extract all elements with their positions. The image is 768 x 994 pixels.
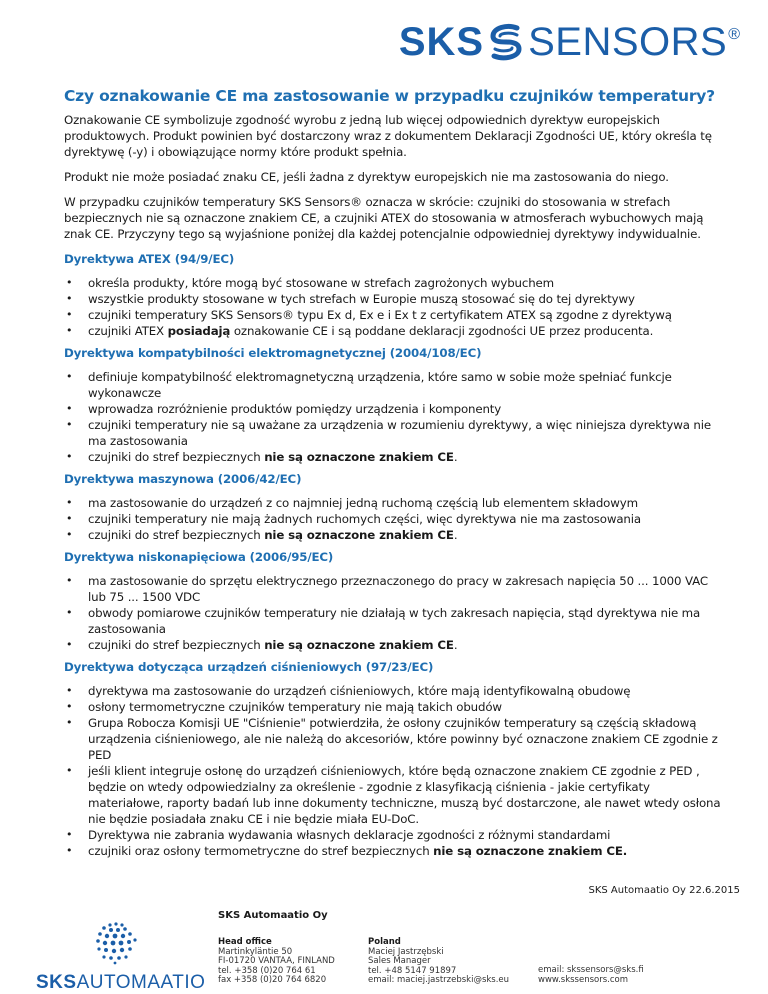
list-item: • ma zastosowanie do urządzeń z co najmniej jedną ruchomą częścią lub elementem składowym [64, 495, 724, 511]
footer-head-office-heading: Head office [218, 937, 272, 947]
intro-paragraph-1: Oznakowanie CE symbolizuje zgodność wyrobu z jedną lub więcej odpowiednich dyrektyw europejskich produktowych. Produkt powinien być dostarczony wraz z dokumentem Deklaracji Zgodności UE, który określa tę dyrektywę (-y) i obowiązujące normy które produkt spełnia. [64, 113, 712, 159]
item-emphasis: nie są oznaczone znakiem CE [264, 638, 454, 652]
list-item: • definiuje kompatybilność elektromagnetyczną urządzenia, które samo w sobie może spełniać funkcje wykonawcze [64, 369, 724, 401]
section-heading-low-voltage: Dyrektywa niskonapięciowa (2006/95/EC) [64, 550, 334, 564]
item-text: czujniki do stref bezpiecznych [88, 638, 265, 652]
page-title: Czy oznakowanie CE ma zastosowanie w przypadku czujników temperatury? [64, 87, 715, 105]
list-item: • Dyrektywa nie zabrania wydawania własnych deklaracje zgodności z różnymi standardami [64, 827, 724, 843]
item-emphasis: nie są oznaczone znakiem CE [264, 450, 454, 464]
list-item: • Grupa Robocza Komisji UE "Ciśnienie" potwierdziła, że osłony czujników temperatury są częścią składową urządzenia ciśnieniowego, ale nie należą do akcesoriów, które powinny być oznaczone znakiem CE zgodnie z PED [64, 715, 724, 763]
list-item: • dyrektywa ma zastosowanie do urządzeń ciśnieniowych, które mają identyfikowalną obudowę [64, 683, 724, 699]
item-text: oznakowanie CE i są poddane deklaracji zgodności UE przez producenta. [230, 324, 654, 338]
logo-product: SENSORS [528, 20, 728, 64]
footer-line: email: maciej.jastrzebski@sks.eu [368, 975, 510, 985]
list-pressure [64, 683, 724, 859]
footer-line: Maciej Jastrzębski [368, 946, 444, 957]
list-item: • określa produkty, które mogą być stosowane w strefach zagrożonych wybuchem [64, 275, 724, 291]
footer-logo-text [36, 972, 205, 994]
footer-line: fax +358 (0)20 764 6820 [218, 975, 327, 985]
list-item: • obwody pomiarowe czujników temperatury nie działają w tych zakresach napięcia, stąd dyrektywa nie ma zastosowania [64, 605, 724, 637]
list-item [64, 637, 724, 653]
footer-head-office [218, 938, 335, 986]
list-item: • czujniki temperatury nie mają żadnych ruchomych części, więc dyrektywa nie ma zastosowania [64, 511, 724, 527]
list-machinery [64, 495, 724, 543]
list-item [64, 323, 724, 339]
item-text: czujniki oraz osłony termometryczne do stref bezpiecznych [88, 844, 434, 858]
footer-line: Sales Manager [368, 956, 431, 966]
footer-logo-bold: SKS [36, 972, 77, 993]
footer-company-name: SKS Automaatio Oy [218, 910, 328, 921]
list-item [64, 527, 724, 543]
footer-line: tel. +48 5147 91897 [368, 965, 457, 976]
footer-contact [538, 966, 644, 985]
list-item [64, 449, 724, 465]
footer-website-link[interactable]: www.skssensors.com [538, 974, 629, 985]
item-text: czujniki ATEX [88, 324, 168, 338]
footer-email-link[interactable]: email: skssensors@sks.fi [538, 965, 644, 975]
section-heading-atex: Dyrektywa ATEX (94/9/EC) [64, 252, 235, 266]
sks-swirl-icon [487, 22, 525, 62]
footer-line: Martinkyläntie 50 [218, 946, 293, 957]
logo-registered-mark: ® [728, 26, 740, 43]
date-line: SKS Automaatio Oy 22.6.2015 [588, 885, 740, 896]
footer [0, 904, 768, 994]
list-item: • wprowadza rozróżnienie produktów pomiędzy urządzenia i komponenty [64, 401, 724, 417]
list-emc [64, 369, 724, 465]
item-text: . [453, 638, 458, 652]
item-text: czujniki do stref bezpiecznych [88, 528, 265, 542]
list-item: • czujniki temperatury SKS Sensors® typu Ex d, Ex e i Ex t z certyfikatem ATEX są zgodne z dyrektywą [64, 307, 724, 323]
document-body [64, 86, 724, 865]
globe-icon [90, 918, 142, 966]
intro-paragraph-2: Produkt nie może posiadać znaku CE, jeśli żadna z dyrektyw europejskich nie ma zastosowania do niego. [64, 170, 669, 184]
footer-poland [368, 938, 509, 986]
list-low-voltage [64, 573, 724, 653]
sks-sensors-logo [399, 22, 740, 62]
list-atex [64, 275, 724, 339]
list-item: • czujniki temperatury nie są uważane za urządzenia w rozumieniu dyrektywy, a więc niniejsza dyrektywa nie ma zastosowania [64, 417, 724, 449]
item-text: . [453, 528, 458, 542]
list-item: • jeśli klient integruje osłonę do urządzeń ciśnieniowych, które będą oznaczone znakiem CE zgodnie z PED , będzie on wtedy odpowiedzialny za określenie - zgodnie z klasyfikacją ciśnienia - jakie certyfikaty materiałowe, raporty badań lub inne dokumenty techniczne, muszą być dostarczone, ale nawet wtedy osłona nie będzie posiadała znaku CE i nie będzie miała EU-DoC. [64, 763, 724, 827]
footer-poland-heading: Poland [368, 937, 401, 947]
list-item: • osłony termometryczne czujników temperatury nie mają takich obudów [64, 699, 724, 715]
list-item: • wszystkie produkty stosowane w tych strefach w Europie muszą stosować się do tej dyrektywy [64, 291, 724, 307]
section-heading-pressure: Dyrektywa dotycząca urządzeń ciśnieniowych (97/23/EC) [64, 660, 434, 674]
footer-line: FI-01720 VANTAA, FINLAND [218, 956, 335, 966]
item-emphasis: posiadają [167, 324, 231, 338]
section-heading-machinery: Dyrektywa maszynowa (2006/42/EC) [64, 472, 302, 486]
list-item [64, 843, 724, 859]
list-item: • ma zastosowanie do sprzętu elektrycznego przeznaczonego do pracy w zakresach napięcia 50 ... 1000 VAC lub 75 ... 1500 VDC [64, 573, 724, 605]
item-emphasis: nie są oznaczone znakiem CE [264, 528, 454, 542]
item-emphasis: nie są oznaczone znakiem CE. [433, 844, 628, 858]
logo-brand: SKS [398, 20, 485, 64]
sks-automaatio-logo [36, 918, 206, 994]
item-text: . [453, 450, 458, 464]
intro-paragraph-3: W przypadku czujników temperatury SKS Sensors® oznacza w skrócie: czujniki do stosowania w strefach bezpiecznych nie są oznaczone znakiem CE, a czujniki ATEX do stosowania w atmosferach wybuchowych mają znak CE. Przyczyny tego są wyjaśnione poniżej dla każdej potencjalnie odpowiedniej dyrektywy indywidualnie. [64, 195, 704, 241]
footer-line: tel. +358 (0)20 764 61 [218, 965, 316, 976]
section-heading-emc: Dyrektywa kompatybilności elektromagnetycznej (2004/108/EC) [64, 346, 482, 360]
item-text: czujniki do stref bezpiecznych [88, 450, 265, 464]
footer-logo-rest: AUTOMAATIO [76, 972, 206, 993]
